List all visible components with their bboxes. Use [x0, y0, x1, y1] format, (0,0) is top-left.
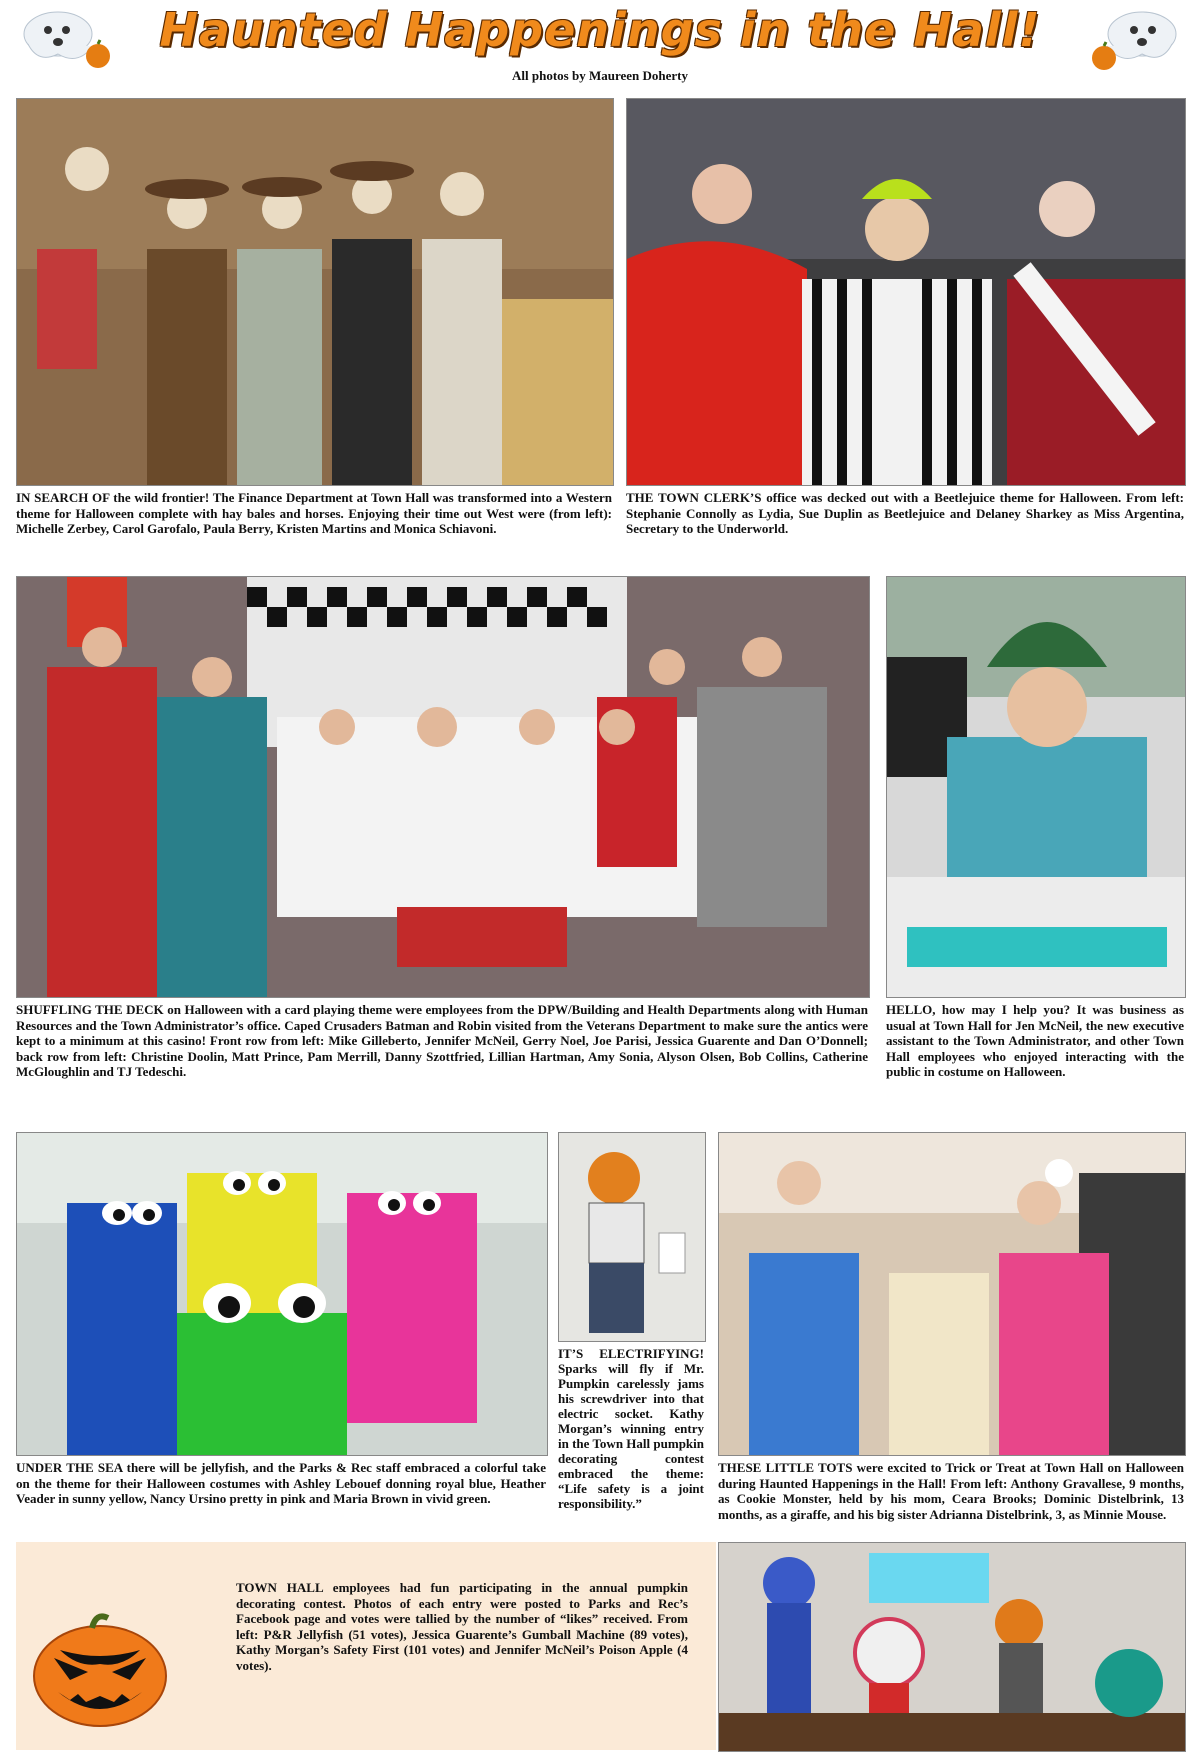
- ghost-pumpkin-icon-left: [18, 4, 118, 74]
- caption-phone: HELLO, how may I help you? It was business as usual at Town Hall for Jen McNeil, the new executive assistant to the Town Administrator, and other Town Hall employees who enjoyed interacting with the public in costume on Halloween.: [886, 1002, 1184, 1079]
- caption-western: IN SEARCH OF the wild frontier! The Finance Department at Town Hall was transformed into a Western theme for Halloween complete with hay bales and horses. Enjoying their time out West were (from left): Michelle Zerbey, Carol Garofalo, Paula Berry, Kristen Martins and Monica Schiavoni.: [16, 490, 612, 536]
- photo-pumpkin-contest: [718, 1542, 1186, 1752]
- photo-western-theme: [16, 98, 614, 486]
- jack-o-lantern-icon: [30, 1610, 170, 1730]
- photo-little-tots: [718, 1132, 1186, 1456]
- caption-casino: SHUFFLING THE DECK on Halloween with a card playing theme were employees from the DPW/Building and Health Departments along with Human Resources and the Town Administrator’s office. Caped Crusaders Batman and Robin visited from the Veterans Department to make sure the antics were kept to a minimum at this casino! Front row from left: Mike Gilleberto, Jennifer McNeil, Gerry Noel, Joe Parisi, Jessica Guarente and Dan O’Donnell; back row from left: Christine Doolin, Matt Prince, Pam Merrill, Danny Szottfried, Lillian Hartman, Amy Sonia, Alyson Olsen, Bob Collins, Catherine McGloughlin and TJ Tedeschi.: [16, 1002, 868, 1079]
- photo-mr-pumpkin: [558, 1132, 706, 1342]
- photo-phone-desk: [886, 576, 1186, 998]
- caption-jellyfish: UNDER THE SEA there will be jellyfish, and the Parks & Rec staff embraced a colorful take on the theme for their Halloween costumes with Ashley Lebouef donning royal blue, Heather Veader in sunny yellow, Nancy Ursino pretty in pink and Maria Brown in vivid green.: [16, 1460, 546, 1506]
- caption-mr-pumpkin: IT’S ELECTRIFYING! Sparks will fly if Mr. Pumpkin carelessly jams his screwdriver into that electric socket. Kathy Morgan’s winning entry in the Town Hall pumpkin decorating contest embraced the theme: “Life safety is a joint responsibility.”: [558, 1346, 704, 1511]
- page-title: Haunted Happenings in the Hall!: [159, 3, 1041, 57]
- photo-casino-theme: [16, 576, 870, 998]
- photo-jellyfish-costumes: [16, 1132, 548, 1456]
- photo-beetlejuice-theme: [626, 98, 1186, 486]
- caption-beetlejuice: THE TOWN CLERK’S office was decked out with a Beetlejuice theme for Halloween. From left: Stephanie Connolly as Lydia, Sue Duplin as Beetlejuice and Delaney Sharkey as Miss Argentina, Secretary to the Underworld.: [626, 490, 1184, 536]
- caption-contest: TOWN HALL employees had fun participating in the annual pumpkin decorating contest. Photos of each entry were posted to Parks and Rec’s Facebook page and votes were tallied by the number of “likes” received. From left: P&R Jellyfish (51 votes), Jessica Guarente’s Gumball Machine (89 votes), Kathy Morgan’s Safety First (101 votes) and Jennifer McNeil’s Poison Apple (4 votes).: [236, 1580, 688, 1673]
- ghost-pumpkin-icon-right: [1082, 4, 1182, 74]
- photo-credit: All photos by Maureen Doherty: [512, 68, 688, 83]
- caption-tots: THESE LITTLE TOTS were excited to Trick or Treat at Town Hall on Halloween during Haunted Happenings in the Hall! From left: Anthony Gravallese, 9 months, as Cookie Monster, held by his mom, Ceara Brooks; Dominic Distelbrink, 13 months, as a giraffe, and his big sister Adrianna Distelbrink, 3, as Minnie Mouse.: [718, 1460, 1184, 1522]
